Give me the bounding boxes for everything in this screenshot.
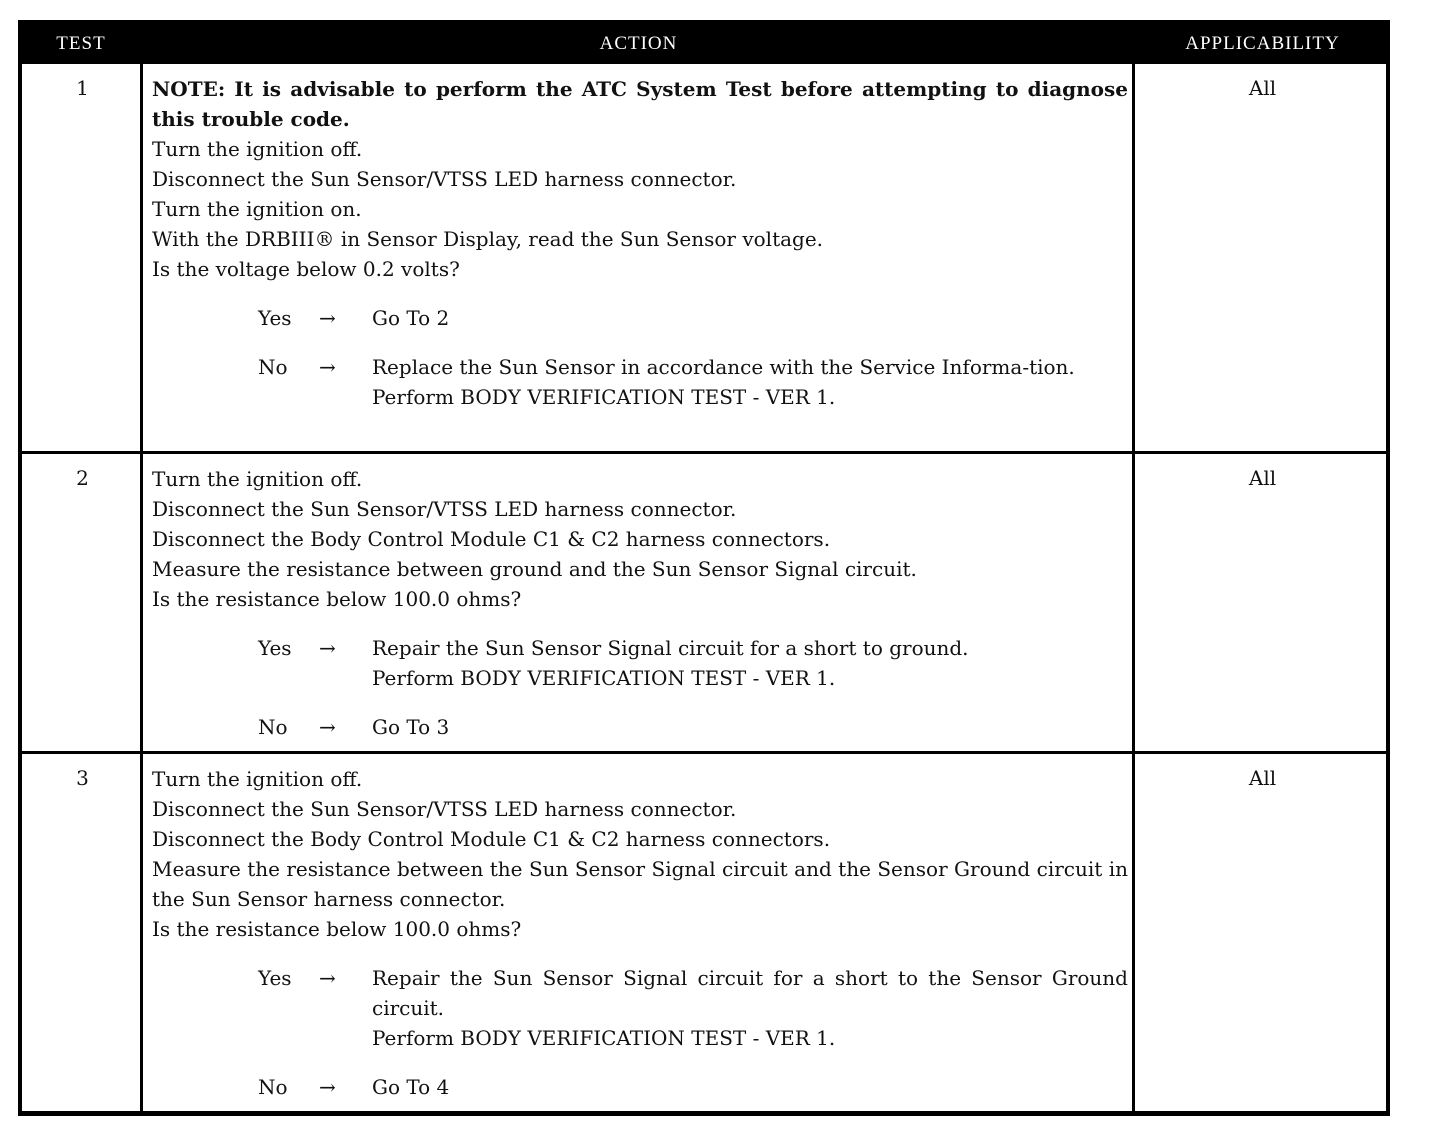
question-text: Is the voltage below 0.2 volts? [152, 257, 460, 281]
action-cell [152, 764, 1128, 1102]
outcome-result [372, 712, 1128, 742]
outcome-yes [152, 963, 1128, 1053]
applicability-value: All [1248, 76, 1277, 100]
outcome-line: Perform BODY VERIFICATION TEST - VER 1. [372, 666, 836, 690]
outcome-result [372, 633, 1128, 693]
outcome-no [152, 352, 1128, 412]
header-action: ACTION [599, 33, 678, 54]
outcome-line: Repair the Sun Sensor Signal circuit for a short to the Sensor Ground circuit. [372, 966, 1128, 1020]
outcome-label: Yes [258, 966, 292, 990]
step-text: Disconnect the Sun Sensor/VTSS LED harness connector. [152, 497, 737, 521]
outcome-line: Replace the Sun Sensor in accordance with the Service Informa-tion. [372, 355, 1075, 379]
outcome-result [372, 303, 1128, 333]
outcome-label: No [258, 355, 288, 379]
outcome-result [372, 963, 1128, 1053]
step-text: Disconnect the Sun Sensor/VTSS LED harness connector. [152, 167, 737, 191]
test-number: 1 [76, 76, 89, 100]
step-text: Measure the resistance between the Sun Sensor Signal circuit and the Sensor Ground circuit in the Sun Sensor harness connector. [152, 857, 1128, 911]
applicability-value: All [1248, 766, 1277, 790]
arrow-right-icon: → [319, 355, 336, 379]
outcome-no [152, 712, 1128, 742]
test-number: 3 [76, 766, 89, 790]
step-text: With the DRBIII® in Sensor Display, read the Sun Sensor voltage. [152, 227, 824, 251]
outcome-label: Yes [258, 306, 292, 330]
outcome-line: Perform BODY VERIFICATION TEST - VER 1. [372, 1026, 836, 1050]
table-row [22, 754, 1386, 1112]
arrow-right-icon: → [319, 715, 336, 739]
outcome-line: Go To 4 [372, 1075, 450, 1099]
table-header [22, 24, 1386, 64]
step-text: Turn the ignition on. [152, 197, 362, 221]
header-applicability: APPLICABILITY [1185, 33, 1340, 54]
outcome-result [372, 352, 1128, 412]
outcome-line: Go To 3 [372, 715, 450, 739]
arrow-right-icon: → [319, 966, 336, 990]
arrow-right-icon: → [319, 306, 336, 330]
question-text: Is the resistance below 100.0 ohms? [152, 587, 522, 611]
header-test: TEST [56, 33, 106, 54]
step-text: Disconnect the Body Control Module C1 & C2 harness connectors. [152, 527, 831, 551]
table-row [22, 64, 1386, 451]
applicability-value: All [1248, 466, 1277, 490]
outcome-line: Go To 2 [372, 306, 450, 330]
test-number: 2 [76, 466, 89, 490]
action-cell [152, 74, 1128, 412]
step-text: Turn the ignition off. [152, 137, 363, 161]
outcome-result [372, 1072, 1128, 1102]
outcome-yes [152, 303, 1128, 333]
step-text: Disconnect the Sun Sensor/VTSS LED harness connector. [152, 797, 737, 821]
step-text: Measure the resistance between ground and the Sun Sensor Signal circuit. [152, 557, 917, 581]
table-row [22, 454, 1386, 751]
outcome-line: Perform BODY VERIFICATION TEST - VER 1. [372, 385, 836, 409]
note-text: NOTE: It is advisable to perform the ATC System Test before attempting to diagnose this trouble code. [152, 77, 1128, 131]
outcome-no [152, 1072, 1128, 1102]
arrow-right-icon: → [319, 1075, 336, 1099]
diagnostic-test-table [18, 20, 1390, 1116]
outcome-yes [152, 633, 1128, 693]
action-cell [152, 464, 1128, 742]
question-text: Is the resistance below 100.0 ohms? [152, 917, 522, 941]
step-text: Turn the ignition off. [152, 467, 363, 491]
outcome-line: Repair the Sun Sensor Signal circuit for a short to ground. [372, 636, 969, 660]
outcome-label: Yes [258, 636, 292, 660]
arrow-right-icon: → [319, 636, 336, 660]
step-text: Turn the ignition off. [152, 767, 363, 791]
outcome-label: No [258, 1075, 288, 1099]
step-text: Disconnect the Body Control Module C1 & C2 harness connectors. [152, 827, 831, 851]
outcome-label: No [258, 715, 288, 739]
